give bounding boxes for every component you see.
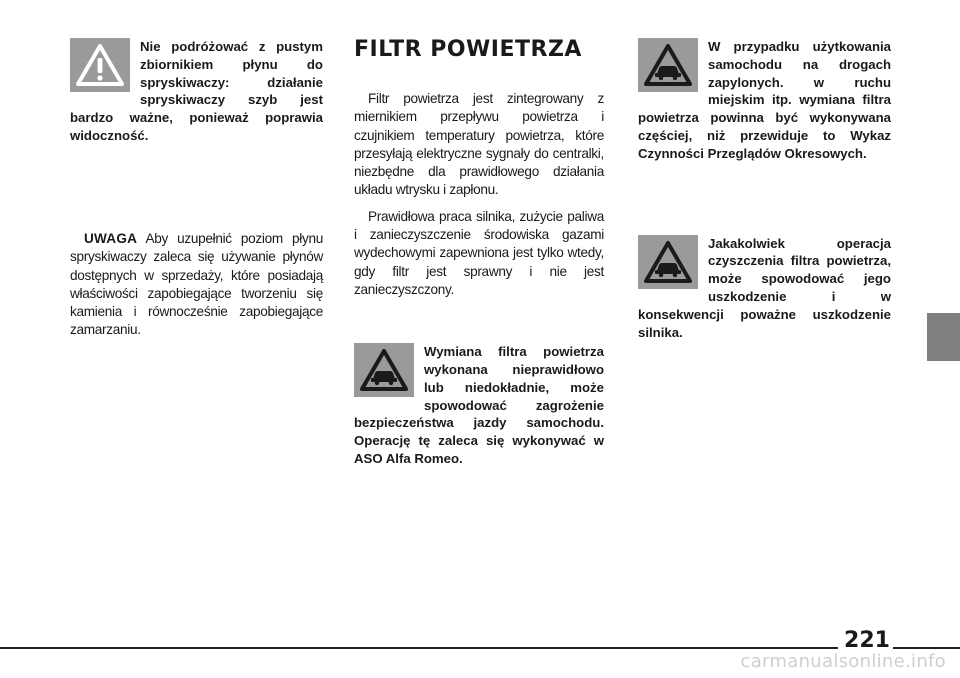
car-warning-icon: [354, 343, 414, 397]
paragraph: Filtr powietrza jest zintegrowany z miernikiem przepływu powietrza i czujnikiem temperatury powietrza, które przesyłają elektryczne sygnały do centralki, niezbędne dla prawidłowego działania układu wtrysku i zapłonu.: [354, 91, 604, 198]
warning-text: Jakakolwiek operacja czyszczenia filtra powietrza, może spowodować jego uszkodzenie i w konsekwencji poważne uszkodzenie silnika.: [638, 235, 891, 340]
section-title: FILTR POWIETRZA: [354, 37, 582, 62]
warning-text: W przypadku użytkowania samochodu na drogach zapylonych. w ruchu miejskim itp. wymiana filtra powietrza powinna być wykonywana częściej, niż przewiduje to Wykaz Czynności Przeglądów Okresowych.: [638, 39, 891, 161]
note-text: Aby uzupełnić poziom płynu spryskiwaczy zaleca się używanie płynów dostępnych w sprzedaży, które posiadają właściwości zapobiegające tworzeniu się kamienia i równocześnie zapobiegające zamarzaniu.: [70, 231, 323, 338]
warning-text: Wymiana filtra powietrza wykonana nieprawidłowo lub niedokładnie, może spowodować zagrożenie bezpieczeństwa jazdy samochodu. Operację tę zaleca się wykonywać w ASO Alfa Romeo.: [354, 344, 604, 467]
filter-cleaning-warning: [638, 235, 891, 342]
middle-column: [354, 38, 604, 468]
warning-text: Nie podróżować z pustym zbiornikiem płynu do spryskiwaczy: działanie spryskiwaczy szyb jest bardzo ważne, ponieważ poprawia widoczność.: [70, 39, 323, 143]
washer-fluid-warning: [70, 38, 323, 145]
watermark: carmanualsonline.info: [740, 651, 946, 672]
footer-rule: [0, 647, 838, 649]
filter-replacement-warning: [354, 343, 604, 468]
exclamation-warning-icon: [70, 38, 130, 92]
note-block: [70, 230, 323, 348]
car-warning-icon: [638, 38, 698, 92]
left-column: [70, 38, 323, 145]
car-warning-icon: [638, 235, 698, 289]
paragraph: Prawidłowa praca silnika, zużycie paliwa i zanieczyszczenie środowiska gazami wydechowymi zapewniona jest tylko wtedy, gdy filtr jest sprawny i nie jest zanieczyszczony.: [354, 208, 604, 297]
right-column: [638, 38, 891, 341]
section-tab-marker: [927, 313, 960, 361]
dusty-roads-warning: [638, 38, 891, 163]
footer-rule: [893, 647, 960, 649]
page-number: 221: [844, 628, 890, 653]
body-text: [354, 90, 604, 299]
note-label: UWAGA: [84, 231, 138, 246]
